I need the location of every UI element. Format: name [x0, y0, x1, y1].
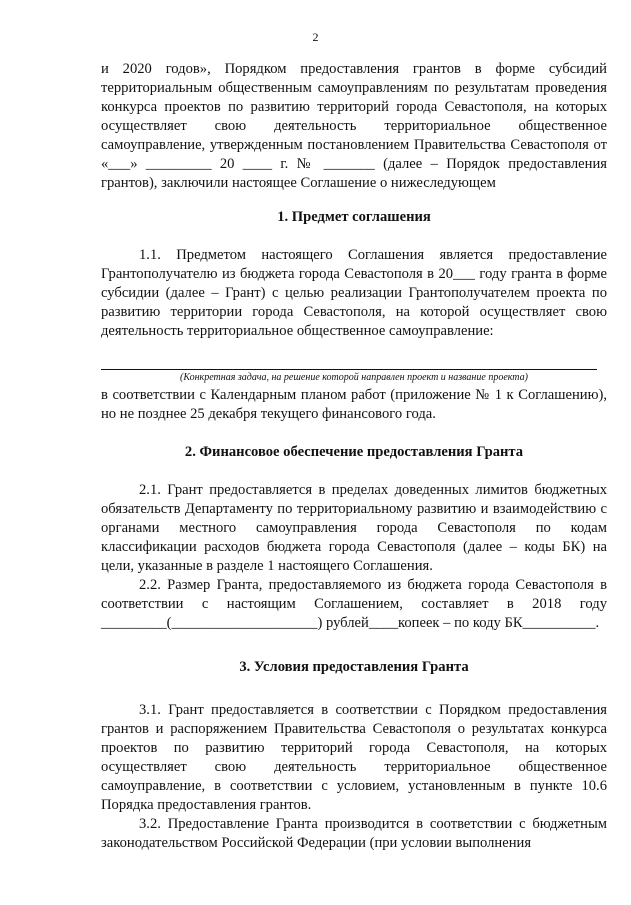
section-2-paragraph-2: 2.2. Размер Гранта, предоставляемого из бюджета города Севастополя в соответствии с настоящим Соглашением, составляет в 2018 году _________(____________________) рублей____копеек – по коду БК__________.: [101, 577, 607, 631]
section-1-paragraph-2: в соответствии с Календарным планом работ (приложение № 1 к Соглашению), но не позднее 25 декабря текущего финансового года.: [101, 387, 607, 422]
section-1-title: 1. Предмет соглашения: [277, 209, 431, 225]
section-2-title: 2. Финансовое обеспечение предоставления Гранта: [184, 444, 524, 460]
section-3-paragraph-2: 3.2. Предоставление Гранта производится в соответствии с бюджетным законодательством Российской Федерации (при условии выполнения: [101, 816, 607, 851]
section-2-paragraph-1: 2.1. Грант предоставляется в пределах доведенных лимитов бюджетных обязательств Департаменту по территориальному развитию и взаимодействию с органами местного самоуправления города Севастополя по кодам классификации расходов бюджета города Севастополя (далее – коды БК) на цели, указанные в разделе 1 настоящего Соглашения.: [101, 482, 607, 574]
blank-underline: [101, 369, 597, 370]
page-number: 2: [312, 30, 319, 44]
underline-caption: (Конкретная задача, на решение которой направлен проект и название проекта): [180, 372, 528, 383]
intro-paragraph: и 2020 годов», Порядком предоставления грантов в форме субсидий территориальным общественным самоуправлениям по результатам проведения конкурса проектов по развитию территорий города Севастополя, на которых осуществляет свою деятельность территориальное общественное самоуправление, утвержденным постановлением Правительства Севастополя от «___» _________ 20 ____ г. № _______ (далее – Порядок предоставления грантов), заключили настоящее Соглашение о нижеследующем: [101, 61, 607, 191]
section-3-title: 3. Условия предоставления Гранта: [239, 659, 469, 675]
document-body: [101, 60, 607, 853]
section-1-paragraph-1: 1.1. Предметом настоящего Соглашения является предоставление Грантополучателю из бюджета города Севастополя в 20___ году гранта в форме субсидии (далее – Грант) с целью реализации Грантополучателем проекта по развитию территории города Севастополя, на которой осуществляет свою деятельность территориальное общественное самоуправление:: [101, 247, 607, 339]
section-3-paragraph-1: 3.1. Грант предоставляется в соответствии с Порядком предоставления грантов и распоряжением Правительства Севастополя о результатах конкурса проектов по развитию территорий города Севастополя, на которых осуществляет свою деятельность территориальное общественное самоуправление, в соответствии с условием, установленным в пункте 10.6 Порядка предоставления грантов.: [101, 702, 607, 813]
